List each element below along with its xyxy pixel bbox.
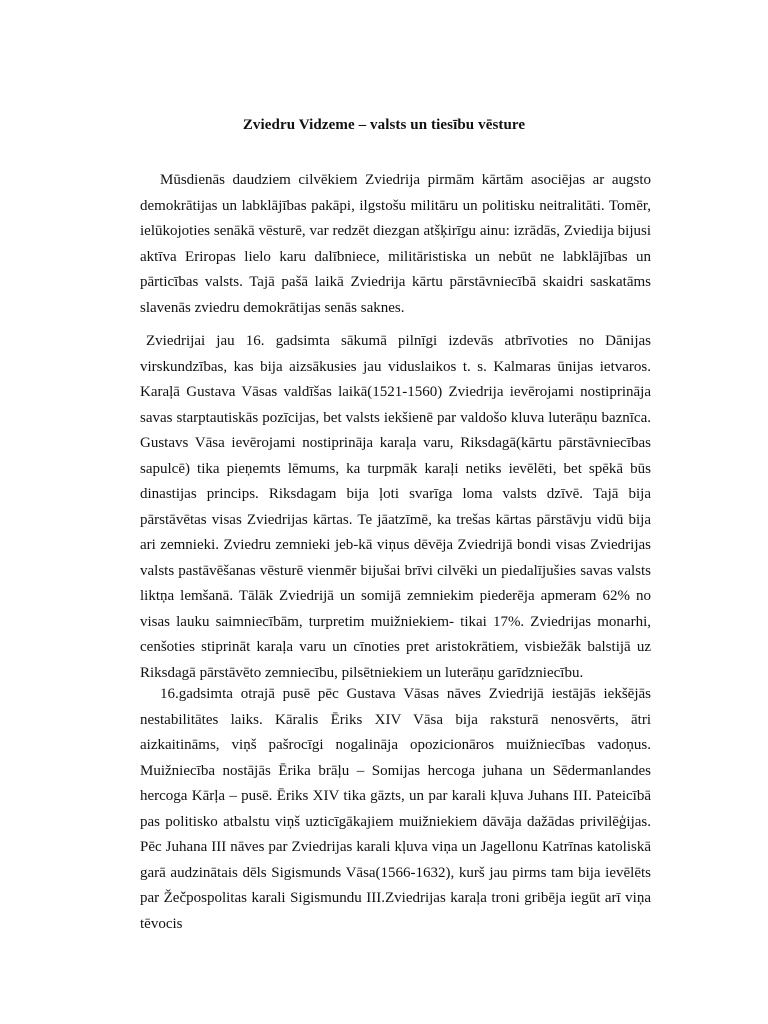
paragraph-3: 16.gadsimta otrajā pusē pēc Gustava Vāsas nāves Zviedrijā iestājās iekšējās nestabilitātes laiks. Kāralis Ēriks XIV Vāsa bija raksturā nenosvērts, ātri aizkaitināms, viņš pašrocīgi nogalināja opozicionāros muižniecības vadoņus. Muižniecība nostājās Ērika brāļu – Somijas hercoga juhana un Sēdermanlandes hercoga Kārļa – pusē. Ēriks XIV tika gāzts, un par karali kļuva Juhans III. Pateicībā pas politisko atbalstu viņš uzticīgākajiem muižniekiem dāvāja dažādas privilēģijas. Pēc Juhana III nāves par Zviedrijas karali kļuva viņa un Jagellonu Katrīnas katoliskā garā audzinātais dēls Sigismunds Vāsa(1566-1632), kurš jau pirms tam bija ievēlēts par Žečpospolitas karali Sigismundu III.Zviedrijas karaļa troni gribēja iegūt arī viņa tēvocis [140,686,651,932]
paragraph-2: Zviedrijai jau 16. gadsimta sākumā pilnīgi izdevās atbrīvoties no Dānijas virskundzības, kas bija aizsākusies jau viduslaikos t. s. Kalmaras ūnijas ietvaros. Karaļā Gustava Vāsas valdīšas laikā(1521-1560) Zviedrija ievērojami nostiprināja savas starptautiskās pozīcijas, bet valsts iekšienē par valdošo kluva luterāņu baznīca. Gustavs Vāsa ievērojami nostiprināja karaļa varu, Riksdagā(kārtu pārstāvniecības sapulcē) tika pieņemts lēmums, ka turpmāk karaļi netiks ievēlēti, bet spēkā būs dinastijas princips. Riksdagam bija ļoti svarīga loma valsts dzīvē. Tajā bija pārstāvētas visas Zviedrijas kārtas. Te jāatzīmē, ka trešas kārtas pārstāvju vidū bija ari zemnieki. Zviedru zemnieki jeb-kā viņus dēvēja Zviedrijā bondi visas Zviedrijas valsts pastāvēšanas vēsturē vienmēr bijušai brīvi cilvēki un piedalījušies savas valsts liktņa lemšanā. Tālāk Zviedrijā un somijā zemniekim piederēja apmeram 62% no visas lauku saimniecībām, turpretim muižniekiem- tikai 17%. Zviedrijas monarhi, cenšoties stiprināt karaļa varu un cīnoties pret aristokrātiem, visbiežāk balstijā uz Riksdagā pārstāvēto zemniecību, pilsētniekiem un luterāņu garīdzniecību. [140,333,651,681]
document-title: Zviedru Vidzeme – valsts un tiesību vēsture [242,117,526,133]
paragraph-1: Mūsdienās daudziem cilvēkiem Zviedrija pirmām kārtām asociējas ar augsto demokrātijas un labklājības pakāpi, ilgstošu militāru un politisku neitralitāti. Tomēr, ielūkojoties senākā vēsturē, var redzēt diezgan atšķirīgu ainu: izrādās, Zviedija bijusi aktīva Eriropas lielo karu dalībniece, militāristiska un nebūt ne labklājības un pārticības valsts. Tajā pašā laikā Zviedrija kārtu pārstāvniecībā skaidri saskatāms slavenās zviedru demokrātijas senās saknes. [140,172,651,316]
